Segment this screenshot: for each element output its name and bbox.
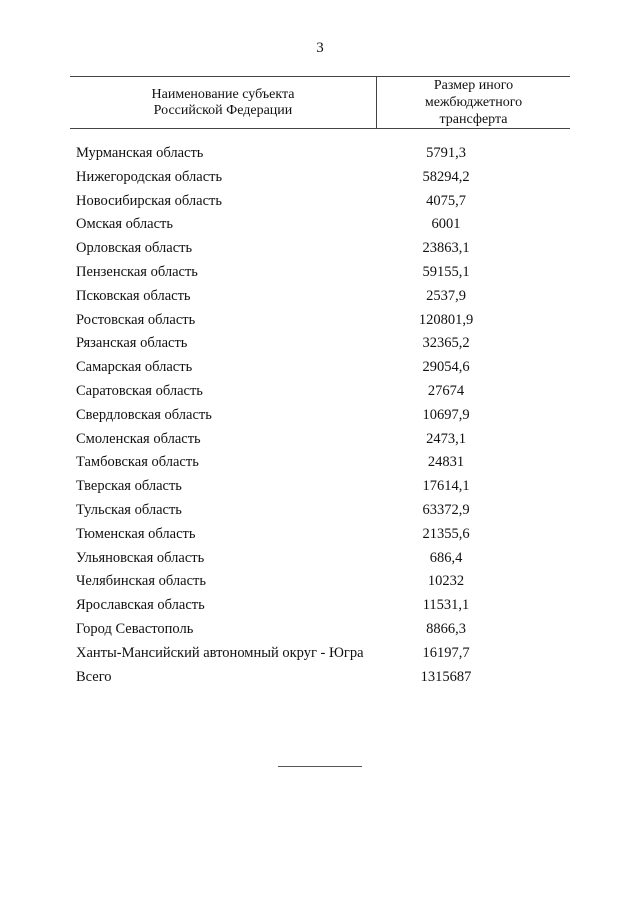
table-row (76, 597, 570, 614)
table-row (76, 216, 570, 233)
transfer-value: 6001 (431, 216, 461, 233)
header-transfer-amount (377, 77, 570, 128)
table-row (76, 335, 570, 352)
region-name: Омская область (76, 216, 173, 233)
transfer-value: 2537,9 (426, 287, 466, 304)
transfer-value: 29054,6 (422, 359, 470, 376)
table-row (76, 645, 570, 662)
transfer-value: 11531,1 (422, 597, 470, 614)
footer-divider (278, 766, 362, 767)
transfer-value: 1315687 (420, 668, 472, 685)
table-row (76, 621, 570, 638)
region-name: Тульская область (76, 501, 182, 518)
transfer-value: 686,4 (429, 549, 463, 566)
transfer-value: 32365,2 (422, 335, 470, 352)
region-name: Нижегородская область (76, 168, 223, 185)
table-row (76, 145, 570, 162)
header-subject-line: Наименование субъекта (151, 86, 295, 102)
table-row (76, 478, 570, 495)
region-name: Саратовская область (76, 382, 203, 399)
region-name: Город Севастополь (76, 620, 194, 637)
region-name: Ростовская область (76, 311, 196, 328)
transfer-value: 10697,9 (422, 406, 470, 423)
table-body (76, 145, 570, 692)
transfer-value: 59155,1 (422, 263, 470, 280)
table-row (76, 431, 570, 448)
region-name: Всего (76, 668, 112, 685)
transfer-value: 24831 (427, 454, 465, 471)
table-row (76, 502, 570, 519)
transfer-value: 58294,2 (422, 168, 470, 185)
table-row (76, 550, 570, 567)
region-name: Челябинская область (76, 573, 206, 590)
transfer-value: 4075,7 (426, 192, 466, 209)
header-amount-line: Размер иного (433, 78, 514, 93)
region-name: Псковская область (76, 287, 191, 304)
region-name: Тюменская область (76, 525, 196, 542)
region-name: Орловская область (76, 240, 193, 257)
table-row (76, 288, 570, 305)
transfer-value: 27674 (427, 382, 465, 399)
table-row (76, 454, 570, 471)
table-header (70, 76, 570, 129)
region-name: Рязанская область (76, 335, 188, 352)
region-name: Ярославская область (76, 597, 205, 614)
region-name: Самарская область (76, 359, 193, 376)
transfer-value: 10232 (427, 573, 465, 590)
region-name: Новосибирская область (76, 192, 222, 209)
transfer-value: 17614,1 (422, 478, 470, 495)
table-row (76, 526, 570, 543)
table-row (76, 407, 570, 424)
transfer-value: 16197,7 (422, 644, 470, 661)
table-row (76, 669, 570, 686)
table-row (76, 240, 570, 257)
region-name: Тверская область (76, 478, 182, 495)
table-row (76, 193, 570, 210)
table-row (76, 383, 570, 400)
table-row (76, 573, 570, 590)
transfer-value: 8866,3 (426, 620, 466, 637)
table-row (76, 359, 570, 376)
transfer-value: 120801,9 (418, 311, 474, 328)
region-name: Свердловская область (76, 406, 212, 423)
transfer-value: 23863,1 (422, 240, 470, 257)
header-subject-name (70, 77, 377, 128)
table-row (76, 264, 570, 281)
region-name: Пензенская область (76, 263, 198, 280)
transfer-value: 21355,6 (422, 525, 470, 542)
region-name: Ханты-Мансийский автономный округ - Югра (76, 644, 364, 661)
region-name: Смоленская область (76, 430, 201, 447)
header-amount-line: трансферта (439, 112, 508, 127)
transfer-value: 5791,3 (426, 145, 466, 161)
table-row (76, 312, 570, 329)
region-name: Тамбовская область (76, 454, 199, 471)
table-row (76, 169, 570, 186)
header-subject-line: Российской Федерации (153, 102, 293, 118)
transfer-value: 2473,1 (426, 430, 466, 447)
header-amount-line: межбюджетного (424, 95, 523, 110)
region-name: Мурманская область (76, 145, 204, 161)
transfer-value: 63372,9 (422, 501, 470, 518)
page-number: 3 (316, 40, 324, 56)
region-name: Ульяновская область (76, 549, 205, 566)
